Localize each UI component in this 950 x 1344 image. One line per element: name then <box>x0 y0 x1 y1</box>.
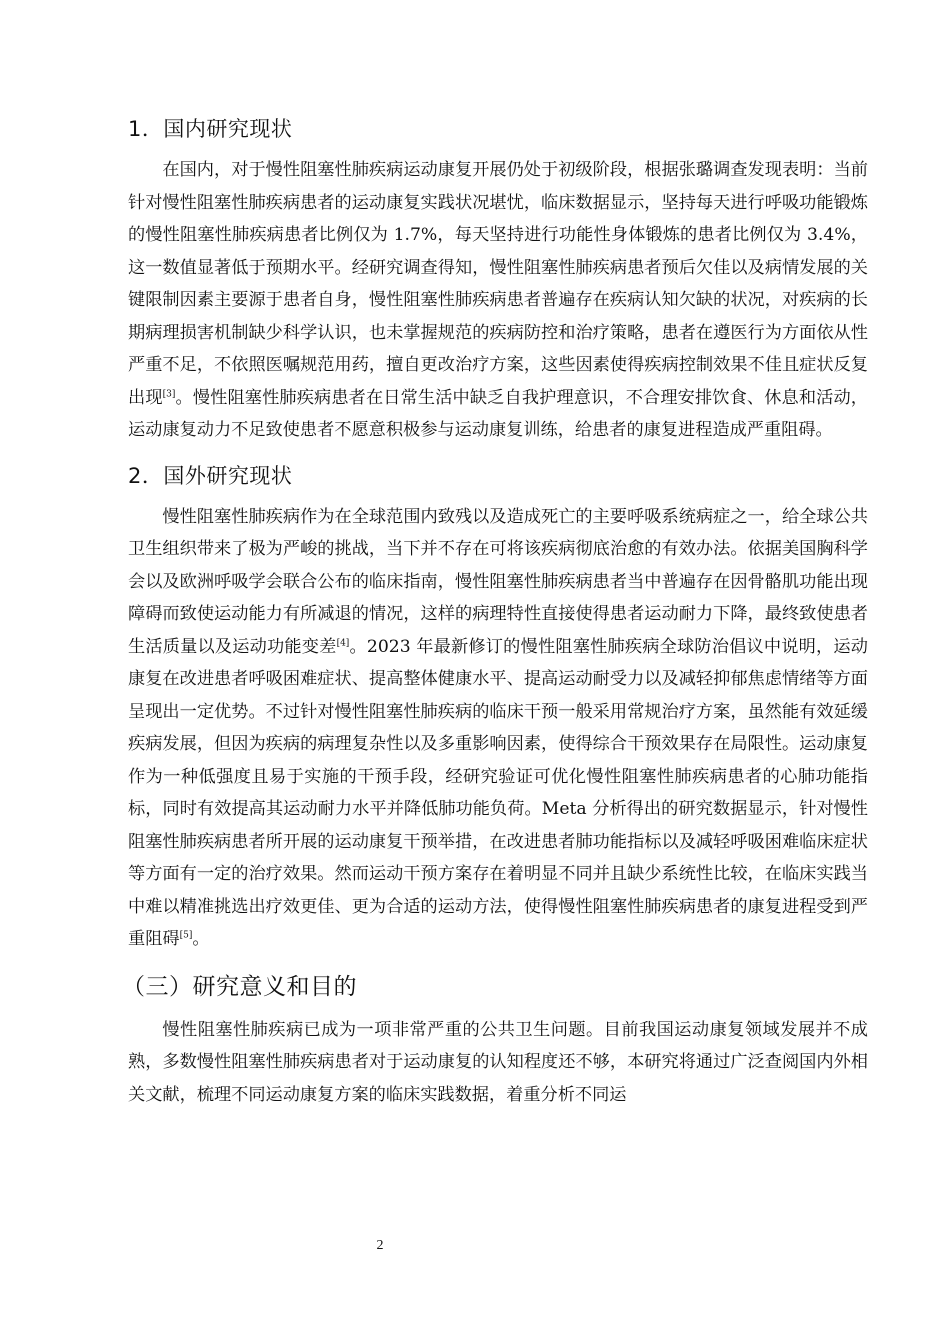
citation-5: [5] <box>179 930 193 941</box>
paragraph-text: 。2023 年最新修订的慢性阻塞性肺疾病全球防治倡议中说明，运动康复在改进患者呼吸困难症状、提高整体健康水平、提高运动耐受力以及减轻抑郁焦虑情绪等方面呈现出一定优势。不过针对慢性阻塞性肺疾病的临床干预一般采用常规治疗方案，虽然能有效延缓疾病发展，但因为疾病的病理复杂性以及多重影响因素，使得综合干预效果存在局限性。运动康复作为一种低强度且易于实施的干预手段，经研究验证可优化慢性阻塞性肺疾病患者的心肺功能指标，同时有效提高其运动耐力水平并降低肺功能负荷。Meta 分析得出的研究数据显示，针对慢性阻塞性肺疾病患者所开展的运动康复干预举措，在改进患者肺功能指标以及减轻呼吸困难临床症状等方面有一定的治疗效果。然而运动干预方案存在着明显不同并且缺少系统性比较，在临床实践当中难以精准挑选出疗效更佳、更为合适的运动方法，使得慢性阻塞性肺疾病患者的康复进程受到严重阻碍 <box>128 636 868 949</box>
paragraph-text: 慢性阻塞性肺疾病作为在全球范围内致残以及造成死亡的主要呼吸系统病症之一，给全球公共卫生组织带来了极为严峻的挑战，当下并不存在可将该疾病彻底治愈的有效办法。依据美国胸科学会以及欧洲呼吸学会联合公布的临床指南，慢性阻塞性肺疾病患者当中普遍存在因骨骼肌功能出现障碍而致使运动能力有所减退的情况，这样的病理特性直接使得患者运动耐力下降，最终致使患者生活质量以及运动功能变差 <box>128 506 868 657</box>
paragraph-foreign-research <box>128 501 868 956</box>
paragraph-domestic-research <box>128 154 868 447</box>
paragraph-text: 慢性阻塞性肺疾病已成为一项非常严重的公共卫生问题。目前我国运动康复领域发展并不成熟，多数慢性阻塞性肺疾病患者对于运动康复的认知程度还不够，本研究将通过广泛查阅国内外相关文献，梳理不同运动康复方案的临床实践数据，着重分析不同运 <box>128 1019 868 1105</box>
section-heading-domestic-research: 1．国内研究现状 <box>128 117 293 141</box>
citation-3: [3] <box>162 388 176 399</box>
paragraph-text: 。 <box>192 929 210 949</box>
page-content <box>122 112 868 1123</box>
paragraph-text: 。慢性阻塞性肺疾病患者在日常生活中缺乏自我护理意识，不合理安排饮食、休息和活动，运动康复动力不足致使患者不愿意积极参与运动康复训练，给患者的康复进程造成严重阻碍。 <box>128 387 868 440</box>
section-heading-significance: （三）研究意义和目的 <box>122 973 357 1000</box>
paragraph-text: 在国内，对于慢性阻塞性肺疾病运动康复开展仍处于初级阶段，根据张璐调查发现表明：当前针对慢性阻塞性肺疾病患者的运动康复实践状况堪忧，临床数据显示，坚持每天进行呼吸功能锻炼的慢性阻塞性肺疾病患者比例仅为 1.7%，每天坚持进行功能性身体锻炼的患者比例仅为 3.4%，这一数值显著低于预期水平。经研究调查得知，慢性阻塞性肺疾病患者预后欠佳以及病情发展的关键限制因素主要源于患者自身，慢性阻塞性肺疾病患者普遍存在疾病认知欠缺的状况，对疾病的长期病理损害机制缺少科学认识，也未掌握规范的疾病防控和治疗策略，患者在遵医行为方面依从性严重不足，不依照医嘱规范用药，擅自更改治疗方案，这些因素使得疾病控制效果不佳且症状反复出现 <box>128 160 868 408</box>
citation-4: [4] <box>336 637 350 648</box>
section-heading-foreign-research: 2．国外研究现状 <box>128 463 293 488</box>
page-number: 2 <box>376 1238 384 1253</box>
paragraph-significance <box>128 1014 868 1112</box>
